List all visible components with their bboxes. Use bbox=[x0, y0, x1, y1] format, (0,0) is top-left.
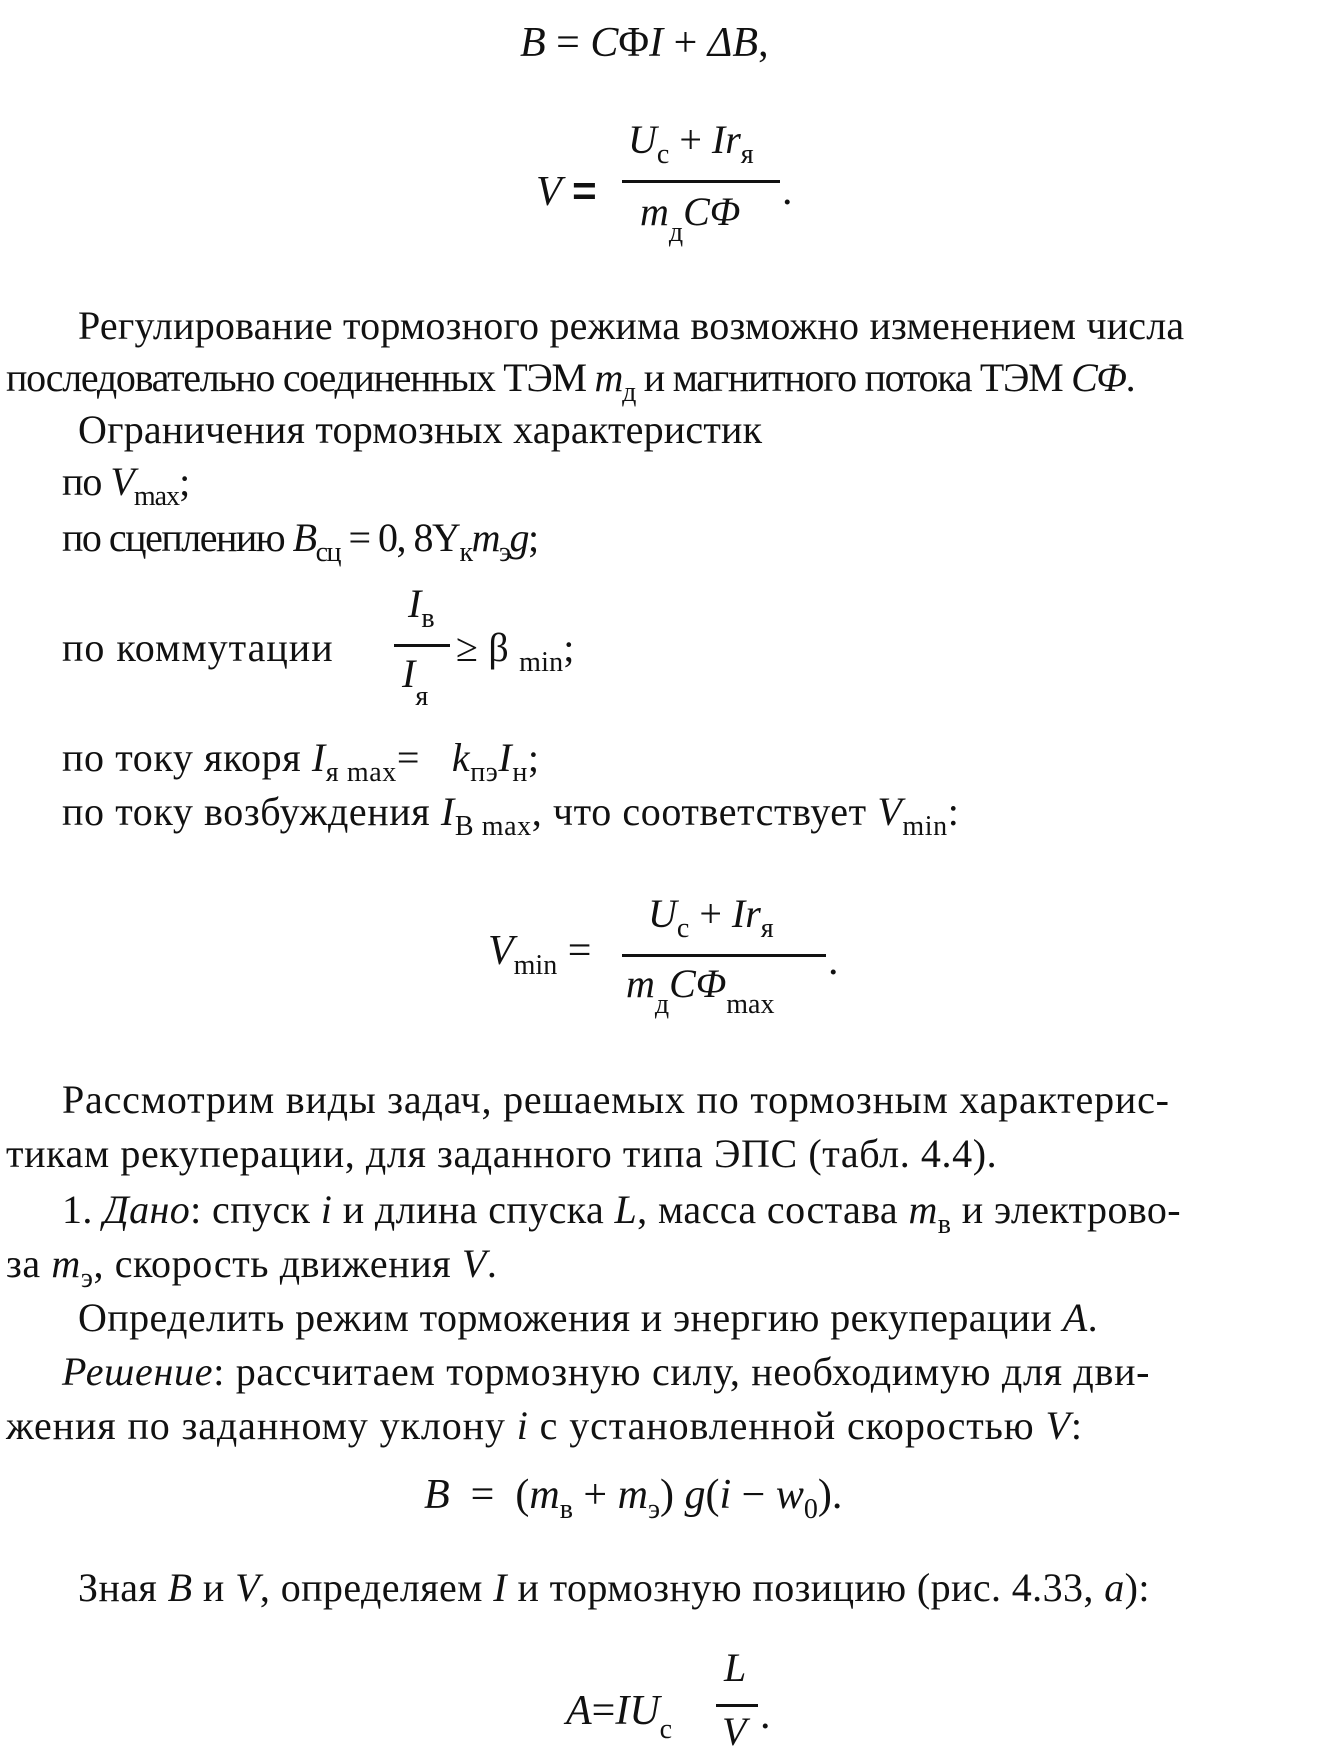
text-symbol: V bbox=[877, 789, 903, 834]
text-run: ≥ β bbox=[456, 625, 509, 670]
formula-punct: , bbox=[758, 20, 769, 66]
fraction-bar bbox=[716, 1704, 758, 1707]
text-symbol: V bbox=[461, 1241, 487, 1286]
text-run: 1. bbox=[62, 1187, 93, 1232]
text-symbol: I bbox=[493, 1565, 508, 1610]
fraction-numerator bbox=[628, 117, 754, 170]
text-symbol: I bbox=[440, 789, 455, 834]
formula-symbol: I bbox=[649, 20, 664, 66]
text-symbol: B bbox=[292, 515, 316, 560]
formula-operator: + bbox=[673, 20, 698, 66]
formula-subscript: с bbox=[676, 913, 690, 944]
formula-symbol: Ir bbox=[731, 891, 761, 936]
text-emphasis: Решение bbox=[62, 1349, 214, 1394]
text-subscript: в bbox=[421, 603, 435, 634]
text-punct: ; bbox=[563, 625, 575, 670]
text-subscript: д bbox=[622, 377, 636, 408]
fraction-numerator bbox=[408, 581, 435, 634]
text-punct: . bbox=[1087, 1295, 1099, 1340]
text-symbol: m bbox=[908, 1187, 938, 1232]
limit-item-adhesion bbox=[62, 515, 538, 568]
paragraph-line bbox=[78, 1565, 1150, 1610]
text-symbol: I bbox=[311, 735, 326, 780]
formula-symbol: CΦ bbox=[683, 189, 741, 234]
text-run: по bbox=[62, 459, 102, 504]
text-symbol: m bbox=[471, 515, 499, 560]
formula-energy-fraction bbox=[716, 1645, 758, 1760]
formula-equals: = bbox=[572, 167, 597, 214]
formula-equals: = bbox=[556, 20, 580, 66]
text-subscript: в bbox=[937, 1209, 952, 1240]
text-symbol: I bbox=[498, 735, 513, 780]
formula-paren: ). bbox=[817, 1472, 843, 1518]
text-run: последовательно соединенных ТЭМ bbox=[6, 355, 586, 400]
text-symbol: i bbox=[516, 1403, 529, 1448]
paragraph-line bbox=[6, 1403, 1083, 1448]
text-subscript: н bbox=[512, 757, 528, 788]
text-punct: . bbox=[486, 1241, 498, 1286]
formula-subscript: э bbox=[647, 1494, 660, 1525]
text-run: и магнитного потока ТЭМ bbox=[643, 355, 1063, 400]
paragraph-line bbox=[62, 1349, 1151, 1394]
text-run: и электрово- bbox=[961, 1187, 1181, 1232]
fraction-numerator bbox=[648, 891, 774, 944]
text-punct: ; bbox=[179, 459, 190, 504]
text-run: по сцеплению bbox=[62, 515, 285, 560]
text-punct: : bbox=[947, 789, 960, 834]
formula-paren: ) bbox=[659, 1472, 674, 1518]
formula-symbol: V bbox=[536, 169, 562, 215]
text-subscript: я bbox=[415, 681, 429, 712]
text-symbol: а bbox=[1104, 1565, 1125, 1610]
paragraph-line bbox=[78, 1295, 1099, 1340]
formula-symbol: m bbox=[617, 1472, 648, 1518]
text-subscript: я max bbox=[325, 757, 397, 788]
formula-punct: . bbox=[760, 1692, 771, 1738]
formula-operator: − bbox=[741, 1472, 766, 1518]
text-symbol: I bbox=[402, 651, 416, 696]
formula-symbol: m bbox=[640, 189, 669, 234]
formula-operator: + bbox=[583, 1472, 608, 1518]
text-run: жения по заданному уклону bbox=[6, 1403, 506, 1448]
formula-paren: ( bbox=[705, 1472, 720, 1518]
text-subscript: пэ bbox=[470, 757, 499, 788]
formula-speed-lhs bbox=[536, 167, 597, 215]
formula-symbol: Ir bbox=[711, 117, 741, 162]
formula-punct: . bbox=[782, 168, 793, 214]
text-symbol: B bbox=[167, 1565, 193, 1610]
text-run: по току якоря bbox=[62, 735, 302, 780]
text-run: , определяем bbox=[259, 1565, 483, 1610]
text-punct: ): bbox=[1124, 1565, 1150, 1610]
text-symbol: k bbox=[451, 735, 471, 780]
text-subscript: сц bbox=[315, 537, 340, 568]
paragraph-line: Ограничения тормозных характеристик bbox=[78, 407, 763, 452]
fraction-bar bbox=[622, 180, 780, 183]
text-subscript: э bbox=[498, 537, 510, 568]
formula-subscript: в bbox=[559, 1494, 573, 1525]
paragraph-line bbox=[6, 355, 1135, 408]
fraction-numerator: L bbox=[724, 1645, 747, 1690]
text-run: = 0, 8Y bbox=[348, 515, 460, 560]
formula-symbol: g bbox=[684, 1472, 706, 1518]
text-punct: ; bbox=[527, 515, 538, 560]
text-symbol: CΦ bbox=[1071, 355, 1126, 400]
text-symbol: m bbox=[594, 355, 623, 400]
text-symbol: I bbox=[408, 581, 422, 626]
limit-item-armature bbox=[62, 735, 540, 788]
limit-item-vmax bbox=[62, 459, 190, 512]
text-run: , что соответствует bbox=[531, 789, 867, 834]
formula-subscript: max bbox=[726, 989, 775, 1020]
formula-symbol: V bbox=[488, 928, 514, 974]
formula-vmin-lhs bbox=[488, 928, 592, 981]
text-symbol: i bbox=[320, 1187, 333, 1232]
fraction-denominator bbox=[626, 961, 775, 1020]
text-run: Зная bbox=[78, 1565, 158, 1610]
text-emphasis: Дано bbox=[103, 1187, 191, 1232]
formula-symbol: m bbox=[626, 961, 655, 1006]
formula-equals: = bbox=[470, 1472, 495, 1518]
text-symbol: m bbox=[51, 1241, 81, 1286]
formula-equals: = bbox=[591, 1688, 616, 1734]
formula-speed-fraction bbox=[622, 117, 780, 250]
formula-punct: . bbox=[828, 938, 839, 984]
text-run: , масса состава bbox=[637, 1187, 899, 1232]
formula-symbol: A bbox=[566, 1688, 592, 1734]
text-subscript: э bbox=[80, 1263, 94, 1294]
formula-subscript: 0 bbox=[803, 1494, 818, 1525]
text-subscript: к bbox=[459, 537, 472, 568]
text-punct: . bbox=[1125, 355, 1135, 400]
text-run: и длина спуска bbox=[342, 1187, 605, 1232]
fraction-bar bbox=[394, 644, 450, 647]
formula-equals: = bbox=[567, 928, 592, 974]
paragraph-line: тикам рекуперации, для заданного типа ЭПС (табл. 4.4). bbox=[6, 1131, 998, 1176]
formula-operator: + bbox=[679, 117, 702, 162]
fraction-denominator: V bbox=[722, 1709, 747, 1754]
formula-subscript: я bbox=[740, 139, 754, 170]
text-symbol: A bbox=[1062, 1295, 1088, 1340]
text-subscript: max bbox=[133, 481, 180, 512]
formula-symbol: U bbox=[628, 117, 657, 162]
text-run: и тормозную позицию (рис. 4.33, bbox=[517, 1565, 1094, 1610]
limit-item-excitation bbox=[62, 789, 960, 842]
formula-symbol: B bbox=[424, 1472, 450, 1518]
fraction-bar bbox=[622, 954, 826, 957]
text-symbol: L bbox=[614, 1187, 638, 1232]
text-symbol: V bbox=[1045, 1403, 1071, 1448]
formula-energy-lhs bbox=[566, 1688, 673, 1745]
text-run: и bbox=[202, 1565, 225, 1610]
formula-symbol: C bbox=[590, 20, 619, 66]
text-symbol: V bbox=[235, 1565, 260, 1610]
formula-operator: + bbox=[699, 891, 722, 936]
text-run: : спуск bbox=[190, 1187, 311, 1232]
formula-braking-force-slope bbox=[424, 1472, 843, 1525]
text-symbol: V bbox=[110, 459, 134, 504]
text-run: по току возбуждения bbox=[62, 789, 431, 834]
paragraph-line: Регулирование тормозного режима возможно изменением числа bbox=[78, 303, 1185, 348]
formula-symbol: IU bbox=[615, 1688, 660, 1734]
text-subscript: min bbox=[519, 647, 564, 678]
formula-symbol: CΦ bbox=[669, 961, 727, 1006]
formula-subscript: с bbox=[656, 139, 670, 170]
text-run: с установленной скоростью bbox=[539, 1403, 1035, 1448]
formula-symbol: m bbox=[529, 1472, 560, 1518]
text-punct: : bbox=[1070, 1403, 1083, 1448]
text-run: , скорость движения bbox=[93, 1241, 452, 1286]
text-run: = bbox=[396, 735, 421, 780]
paragraph-line: Рассмотрим виды задач, решаемых по тормозным характерис- bbox=[62, 1077, 1170, 1122]
text-punct: ; bbox=[527, 735, 540, 780]
text-run: за bbox=[6, 1241, 41, 1286]
formula-symbol: B bbox=[520, 20, 546, 66]
commutation-ratio-rhs bbox=[456, 625, 575, 678]
formula-symbol: w bbox=[775, 1472, 804, 1518]
formula-braking-force bbox=[520, 22, 769, 64]
paragraph-line bbox=[62, 1187, 1181, 1240]
formula-subscript: д bbox=[668, 217, 684, 248]
limit-item-commutation-label: по коммутации bbox=[62, 625, 334, 670]
paragraph-line bbox=[6, 1241, 498, 1294]
formula-symbol: ΔB bbox=[707, 20, 759, 66]
fraction-denominator bbox=[402, 651, 429, 712]
formula-symbol: Φ bbox=[618, 20, 650, 66]
text-subscript: В max bbox=[454, 811, 532, 842]
text-symbol: g bbox=[509, 515, 528, 560]
fraction-denominator bbox=[640, 189, 741, 248]
text-run: Определить режим торможения и энергию рекуперации bbox=[78, 1295, 1053, 1340]
formula-paren: ( bbox=[515, 1472, 530, 1518]
formula-symbol: i bbox=[719, 1472, 732, 1518]
formula-subscript: с bbox=[659, 1714, 673, 1745]
text-run: : рассчитаем тормозную силу, необходимую для дви- bbox=[213, 1349, 1151, 1394]
formula-symbol: U bbox=[648, 891, 677, 936]
formula-vmin-fraction bbox=[622, 891, 826, 1024]
text-subscript: min bbox=[902, 811, 948, 842]
formula-subscript: min bbox=[513, 950, 558, 981]
commutation-fraction bbox=[394, 581, 450, 714]
formula-subscript: я bbox=[760, 913, 774, 944]
formula-subscript: д bbox=[654, 989, 670, 1020]
